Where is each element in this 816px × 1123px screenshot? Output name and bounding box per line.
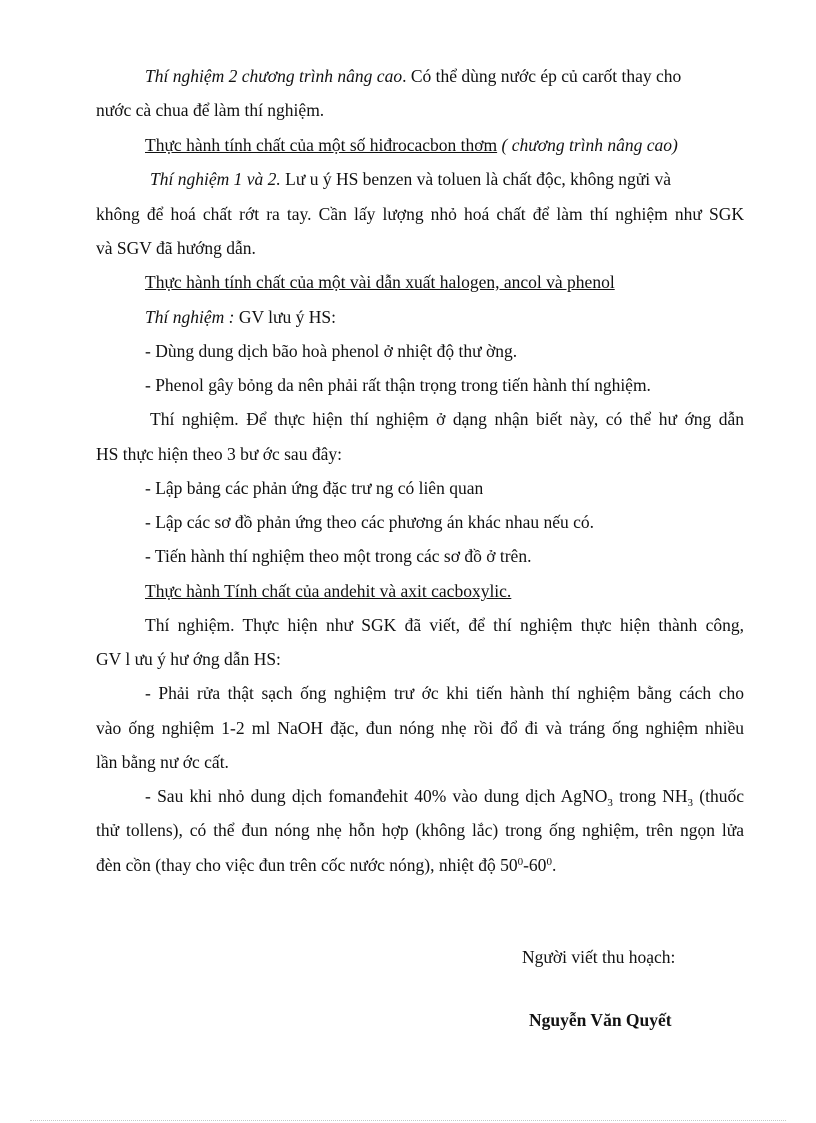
paragraph-text: HS thực hiện theo 3 bư ớc sau đây: xyxy=(96,444,342,464)
paragraph-text: Thí nghiệm. Để thực hiện thí nghiệm ở dạng nhận biết này, có thể hư ớng dẫn xyxy=(150,409,744,429)
paragraph-text: GV l ưu ý hư ớng dẫn HS: xyxy=(96,649,281,669)
bullet-item: - Tiến hành thí nghiệm theo một trong các sơ đồ ở trên. xyxy=(145,546,532,566)
bullet-item: - Dùng dung dịch bão hoà phenol ở nhiệt độ thư ờng. xyxy=(145,341,518,361)
signature-name: Nguyễn Văn Quyết xyxy=(529,1010,672,1030)
paragraph-text: lần bằng nư ớc cất. xyxy=(96,752,229,772)
subscript: 3 xyxy=(687,797,694,809)
bullet-item: - Phải rửa thật sạch ống nghiệm trư ớc khi tiến hành thí nghiệm bằng cách cho xyxy=(145,683,744,703)
paragraph-line xyxy=(96,853,744,877)
paragraph-text: GV lưu ý HS: xyxy=(234,307,336,327)
section-heading-note: ( chương trình nâng cao) xyxy=(497,135,678,155)
experiment-title: Thí nghiệm : xyxy=(145,307,235,327)
page-bottom-border xyxy=(30,1120,786,1121)
bullet-item: - Lập các sơ đồ phản ứng theo các phương án khác nhau nếu có. xyxy=(145,512,595,532)
paragraph-text: và SGV đã hướng dẫn. xyxy=(96,238,256,258)
section-heading xyxy=(145,133,744,157)
paragraph-line xyxy=(145,64,744,88)
experiment-title: Thí nghiệm 1 và 2. xyxy=(150,169,281,189)
paragraph-text: không để hoá chất rớt ra tay. Cần lấy lượng nhỏ hoá chất để làm thí nghiệm như SGK xyxy=(96,204,744,224)
paragraph-text: thử tollens), có thể đun nóng nhẹ hỗn hợp (không lắc) trong ống nghiệm, trên ngọn lửa xyxy=(96,820,744,840)
paragraph-line xyxy=(145,305,744,329)
section-heading xyxy=(145,270,744,294)
signature-label: Người viết thu hoạch: xyxy=(522,947,676,967)
bullet-item: - Phenol gây bỏng da nên phải rất thận trọng trong tiến hành thí nghiệm. xyxy=(145,375,651,395)
paragraph-text: Thí nghiệm. Thực hiện như SGK đã viết, để thí nghiệm thực hiện thành công, xyxy=(145,615,744,635)
paragraph-text: đèn cồn (thay cho việc đun trên cốc nước nóng), nhiệt độ 50 xyxy=(96,855,518,875)
section-heading-title: Thực hành tính chất của một vài dẫn xuất halogen, ancol và phenol xyxy=(145,272,615,292)
bullet-item xyxy=(145,784,744,808)
section-heading xyxy=(145,579,744,603)
paragraph-text: Lư u ý HS benzen và toluen là chất độc, không ngửi và xyxy=(280,169,672,189)
bullet-text: - Sau khi nhỏ dung dịch fomanđehit 40% vào dung dịch AgNO xyxy=(145,786,608,806)
paragraph-text: nước cà chua để làm thí nghiệm. xyxy=(96,100,325,120)
superscript: 0 xyxy=(517,856,524,868)
section-heading-title: Thực hành tính chất của một số hiđrocacbon thơm xyxy=(145,135,498,155)
paragraph-text: . xyxy=(551,855,557,875)
paragraph-text: . Có thể dùng nước ép củ carốt thay cho xyxy=(402,66,682,86)
superscript: 0 xyxy=(546,856,552,868)
subscript: 3 xyxy=(607,797,613,809)
paragraph-text: -60 xyxy=(523,855,547,875)
bullet-text: (thuốc xyxy=(693,786,744,806)
bullet-text: trong NH xyxy=(612,786,688,806)
paragraph-line xyxy=(150,167,798,191)
paragraph-text: vào ống nghiệm 1-2 ml NaOH đặc, đun nóng nhẹ rồi đổ đi và tráng ống nghiệm nhiều xyxy=(96,718,744,738)
section-heading-title: Thực hành Tính chất của andehit và axit cacboxylic. xyxy=(145,581,512,601)
bullet-item: - Lập bảng các phản ứng đặc trư ng có liên quan xyxy=(145,478,484,498)
experiment-title: Thí nghiệm 2 chương trình nâng cao xyxy=(145,66,403,86)
